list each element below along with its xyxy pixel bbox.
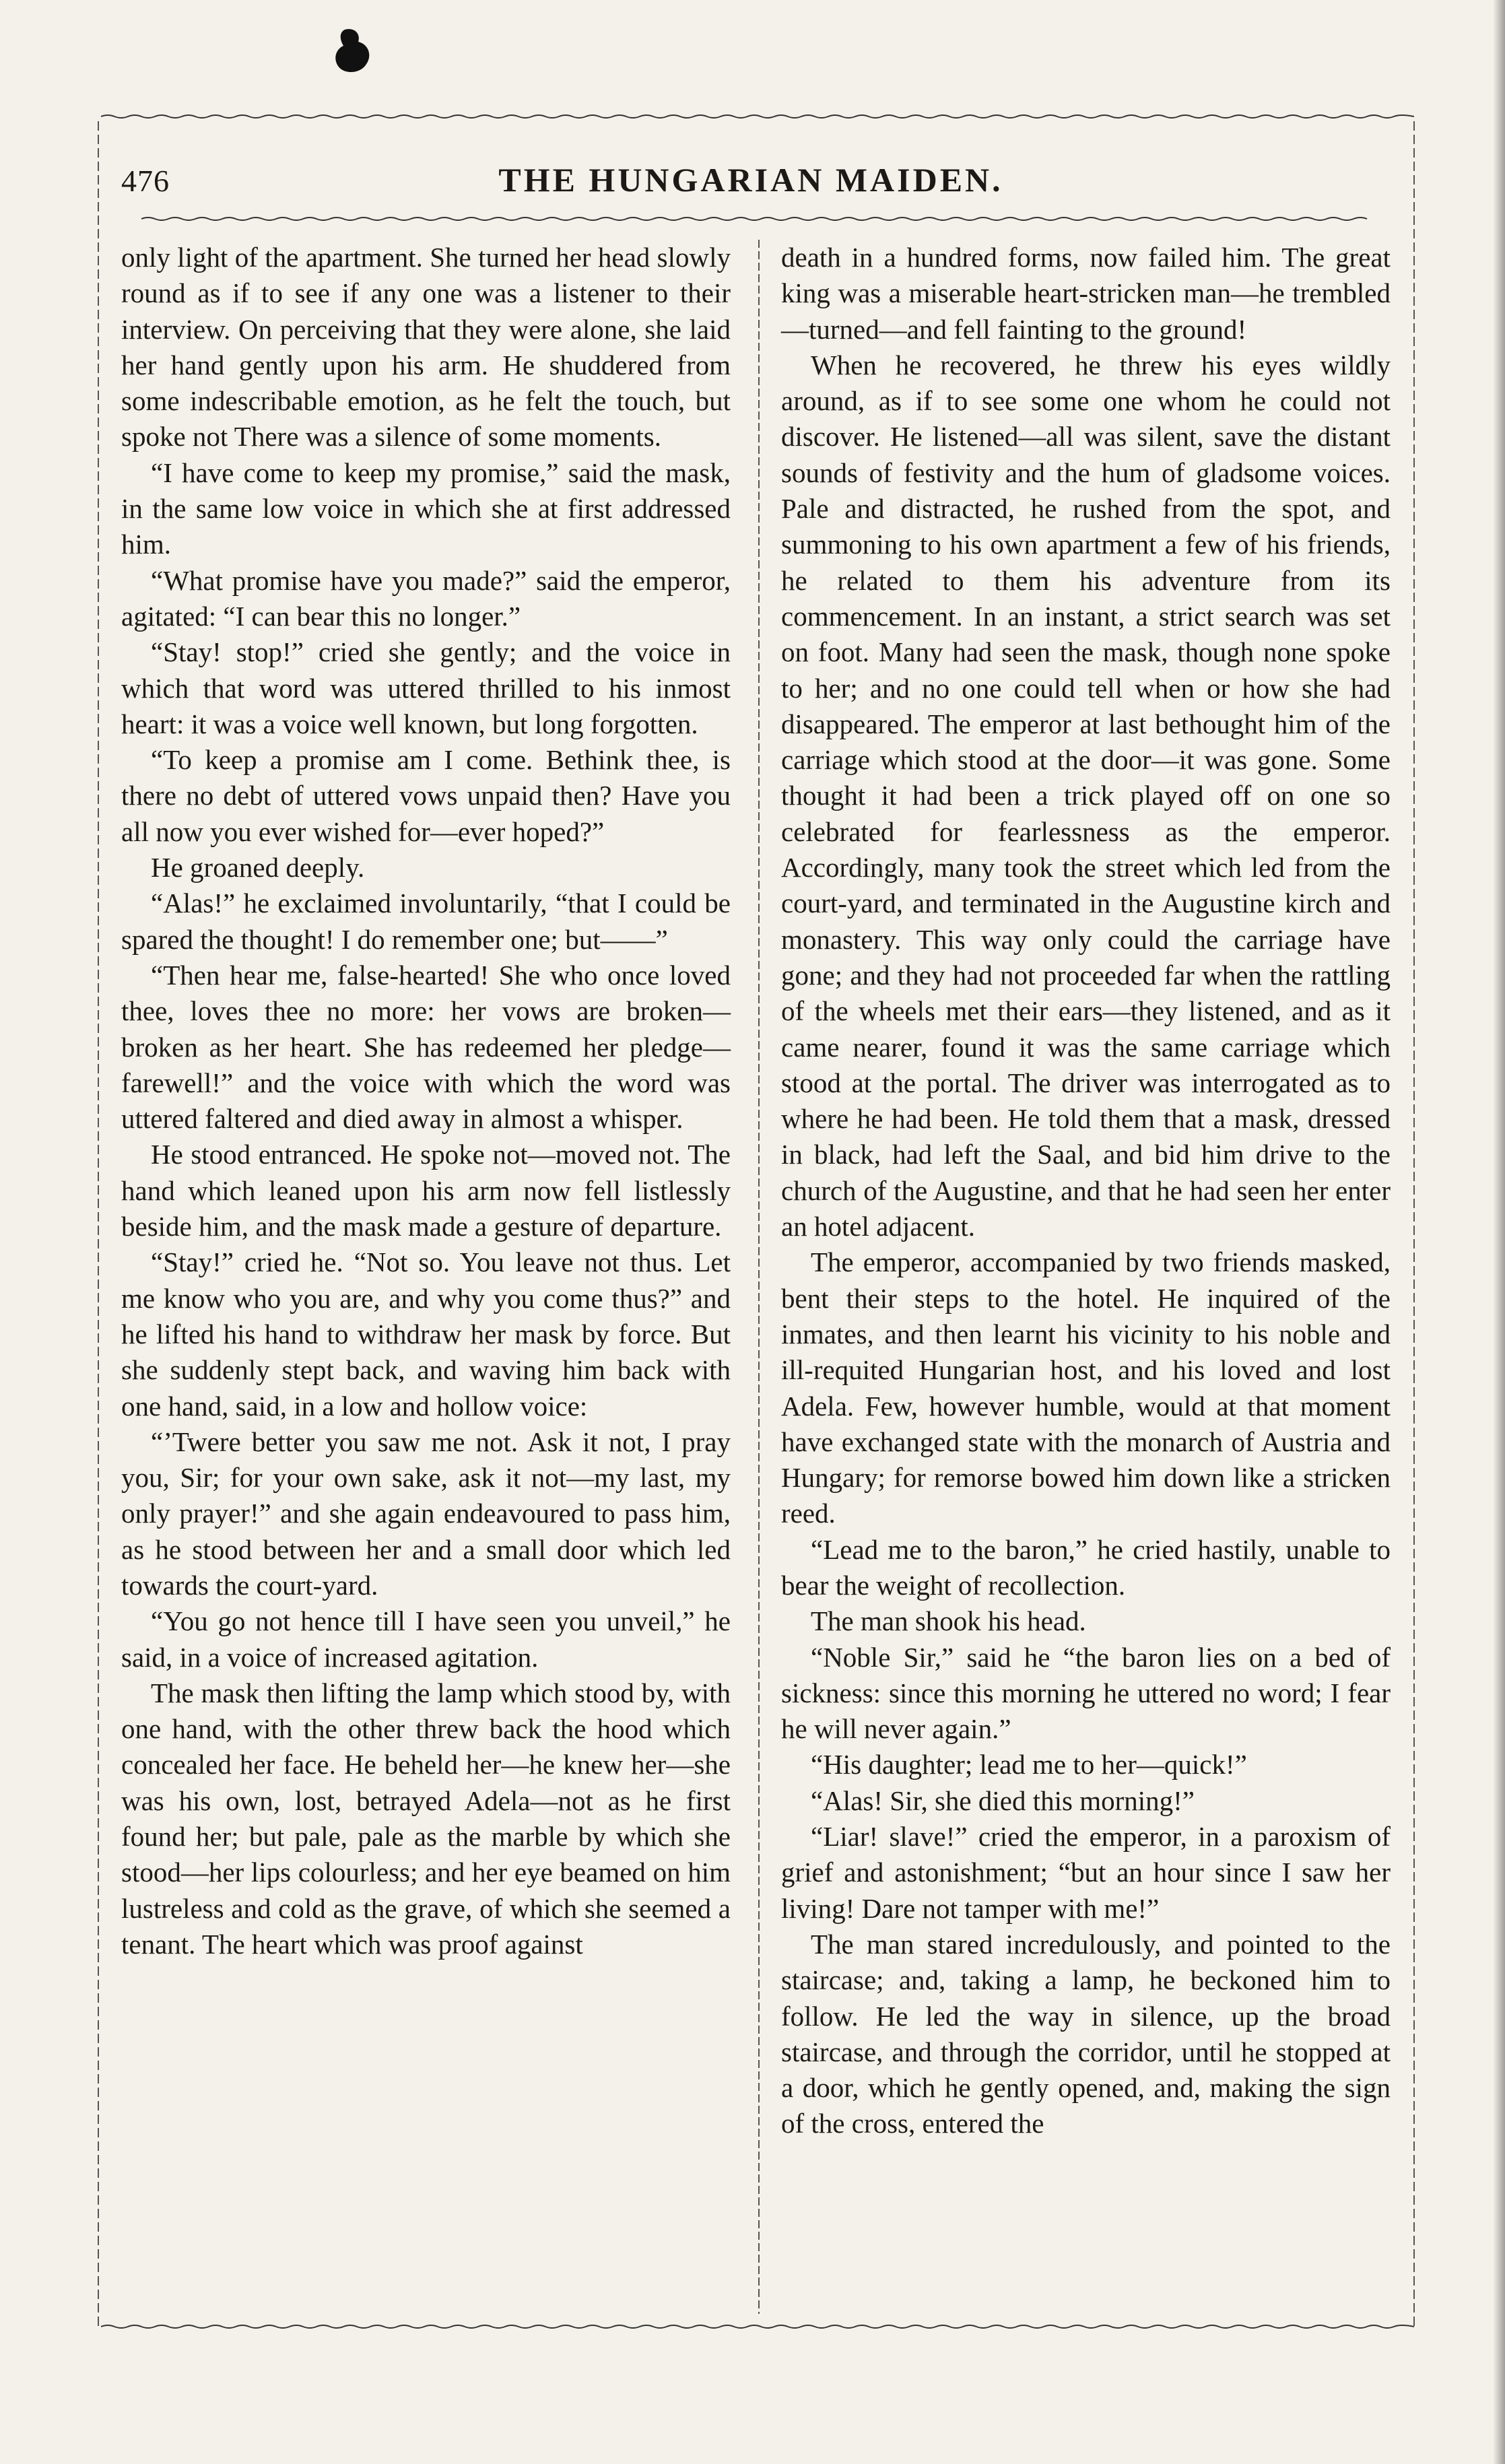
paragraph: “Liar! slave!” cried the emperor, in a paroxism of grief and astonishment; “but an hour since I saw her living! Dare not tamper with me!” (781, 1821, 1391, 1924)
column-divider (757, 240, 761, 2314)
paragraph: death in a hundred forms, now failed him. The great king was a miserable heart-stricken man—he trembled—turned—and fell fainting to the ground! (781, 242, 1391, 345)
paragraph: The emperor, accompanied by two friends masked, bent their steps to the hotel. He inquired of the inmates, and then learnt his vicinity to his noble and ill-requited Hungarian host, and his loved and lost Adela. Few, however humble, would at that moment have exchanged state with the monarch of Austria and Hungary; for remorse bowed him down like a stricken reed. (781, 1246, 1391, 1529)
page-header (121, 156, 1380, 217)
paragraph: “I have come to keep my promise,” said the mask, in the same low voice in which she at first addressed him. (121, 457, 731, 560)
paragraph: The mask then lifting the lamp which stood by, with one hand, with the other threw back the hood which concealed her face. He beheld her—he knew her—she was his own, lost, betrayed Adela—not as he first found her; but pale, pale as the marble by which she stood—her lips colourless; and her eye beamed on him lustreless and cold as the grave, of which she seemed a tenant. The heart which was proof against (121, 1677, 731, 1960)
paragraph: The man stared incredulously, and pointed to the staircase; and, taking a lamp, he beckoned him to follow. He led the way in silence, up the broad staircase, and through the corridor, until he stopped at a door, which he gently opened, and, making the sign of the cross, entered the (781, 1928, 1391, 2139)
paragraph: He groaned deeply. (151, 852, 365, 884)
paragraph: When he recovered, he threw his eyes wildly around, as if to see some one whom he could not discover. He listened—all was silent, save the distant sounds of festivity and the hum of gladsome voices. Pale and distracted, he rushed from the spot, and summoning to his own apartment a few of his friends, he related to them his adventure from its commencement. In an instant, a strict search was set on foot. Many had seen the mask, though none spoke to her; and no one could tell when or how she had disappeared. The emperor at last bethought him of the carriage which stood at the door—it was gone. Some thought it had been a trick played off on one so celebrated for fearlessness as the emperor. Accordingly, many took the street which led from the court-yard, and terminated in the Augustine kirch and monastery. This way only could the carriage have gone; and they had not proceeded far when the rattling of the wheels met their ears—they listened, and as it came nearer, found it was the same carriage which stood at the portal. The driver was interrogated as to where he had been. He told them that a mask, dressed in black, had left the Saal, and bid him drive to the church of the Augustine, and that he had seen her enter an hotel adjacent. (781, 349, 1391, 1242)
paragraph: “What promise have you made?” said the emperor, agitated: “I can bear this no longer.” (121, 564, 731, 632)
paragraph: “Lead me to the baron,” he cried hastily, unable to bear the weight of recollection. (781, 1533, 1391, 1601)
paragraph: only light of the apartment. She turned her head slowly round as if to see if any one was a listener to their interview. On perceiving that they were alone, she laid her hand gently upon his arm. He shuddered from some indescribable emotion, as he felt the touch, but spoke not There was a silence of some moments. (121, 242, 731, 453)
paragraph: “Alas! Sir, she died this morning!” (811, 1785, 1195, 1816)
paragraph: “To keep a promise am I come. Bethink thee, is there no debt of uttered vows unpaid then? Have you all now you ever wished for—ever hoped?” (121, 744, 731, 847)
page-number: 476 (121, 164, 170, 198)
paragraph: “You go not hence till I have seen you unveil,” he said, in a voice of increased agitation. (121, 1605, 731, 1673)
paragraph: The man shook his head. (811, 1605, 1086, 1637)
top-border-rule (101, 113, 1414, 120)
left-border-rule (96, 121, 101, 2330)
paragraph: “Stay! stop!” cried she gently; and the voice in which that word was uttered thrilled to his inmost heart: it was a voice well known, but long forgotten. (121, 636, 731, 739)
paragraph: “Stay!” cried he. “Not so. You leave not thus. Let me know who you are, and why you come thus?” and he lifted his hand to withdraw her mask by force. But she suddenly stept back, and waving him back with one hand, said, in a low and hollow voice: (121, 1246, 731, 1422)
paragraph: “Noble Sir,” said he “the baron lies on a bed of sickness: since this morning he uttered no word; I fear he will never again.” (781, 1641, 1391, 1745)
paragraph: He stood entranced. He spoke not—moved not. The hand which leaned upon his arm now fell listlessly beside him, and the mask made a gesture of departure. (121, 1139, 731, 1242)
ink-blot (331, 27, 374, 75)
page-edge-shadow (1493, 0, 1505, 2464)
left-column (121, 240, 731, 2314)
paragraph: “Alas!” he exclaimed involuntarily, “that I could be spared the thought! I do remember one; but——” (121, 888, 731, 955)
running-title: THE HUNGARIAN MAIDEN. (498, 161, 1003, 199)
bottom-border-rule (101, 2323, 1414, 2330)
paragraph: “’Twere better you saw me not. Ask it not, I pray you, Sir; for your own sake, ask it not—my last, my only prayer!” and she again endeavoured to pass him, as he stood between her and a small door which led towards the court-yard. (121, 1426, 731, 1601)
right-border-rule (1411, 121, 1417, 2330)
paragraph: “Then hear me, false-hearted! She who once loved thee, loves thee no more: her vows are broken—broken as her heart. She has redeemed her pledge—farewell!” and the voice with which the word was uttered faltered and died away in almost a whisper. (121, 959, 731, 1135)
right-column (781, 240, 1391, 2314)
paragraph: “His daughter; lead me to her—quick!” (811, 1749, 1247, 1780)
